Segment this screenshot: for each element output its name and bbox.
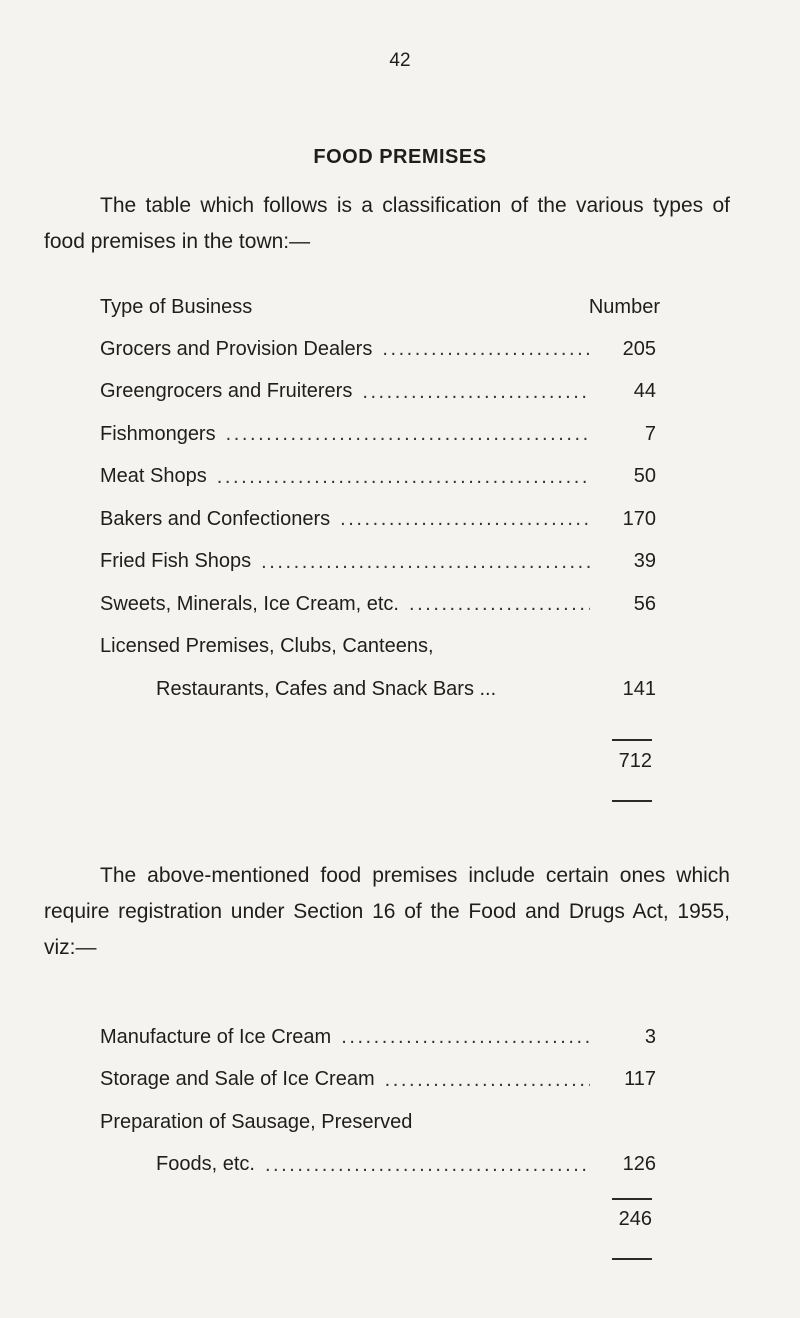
dot-leader xyxy=(226,422,590,446)
row-value: 205 xyxy=(622,337,656,360)
row-label: Sweets, Minerals, Ice Cream, etc. xyxy=(100,592,399,615)
table-total: 712 xyxy=(618,750,652,772)
table-row-continuation xyxy=(100,1144,656,1187)
row-value: 39 xyxy=(633,550,656,573)
total-rule-top xyxy=(612,1198,652,1200)
dot-leader xyxy=(265,1153,590,1177)
row-value: 126 xyxy=(622,1153,656,1176)
dot-leader xyxy=(217,465,590,489)
row-label: Preparation of Sausage, Preserved xyxy=(100,1110,413,1133)
row-label: Fishmongers xyxy=(100,422,216,445)
business-types-table xyxy=(100,286,660,711)
table-row xyxy=(100,371,656,414)
table-row xyxy=(100,1059,656,1102)
table-total: 246 xyxy=(618,1208,652,1230)
intro-paragraph: The table which follows is a classification of the various types of food premises in the town:— xyxy=(44,194,730,253)
table-row xyxy=(100,541,656,584)
table-header xyxy=(100,286,660,328)
row-label: Manufacture of Ice Cream xyxy=(100,1025,332,1048)
row-value: 44 xyxy=(633,380,656,403)
row-label: Storage and Sale of Ice Cream xyxy=(100,1068,375,1091)
table-row xyxy=(100,1016,656,1059)
table-row xyxy=(100,413,656,456)
table-row xyxy=(100,456,656,499)
row-value: 170 xyxy=(622,507,656,530)
row-label: Grocers and Provision Dealers xyxy=(100,337,373,360)
row-label: Fried Fish Shops xyxy=(100,550,252,573)
row-value: 3 xyxy=(644,1025,656,1048)
dot-leader xyxy=(261,550,590,574)
total-rule-top xyxy=(612,739,652,741)
dot-leader xyxy=(409,592,590,616)
table-row xyxy=(100,583,656,626)
total-rule-bottom xyxy=(612,800,652,802)
dot-leader xyxy=(385,1068,590,1092)
table-row xyxy=(100,1101,656,1144)
table-row xyxy=(100,626,656,669)
row-label: Meat Shops xyxy=(100,465,207,488)
registration-table xyxy=(100,1016,656,1186)
dot-leader xyxy=(341,1025,590,1049)
row-value: 7 xyxy=(644,422,656,445)
header-type-of-business: Type of Business xyxy=(100,295,253,318)
page-number: 42 xyxy=(389,50,411,71)
row-value: 50 xyxy=(633,465,656,488)
row-label: Restaurants, Cafes and Snack Bars ... xyxy=(156,677,497,700)
page-title: FOOD PREMISES xyxy=(313,146,487,168)
dot-leader xyxy=(382,337,590,361)
table-row xyxy=(100,328,656,371)
dot-leader xyxy=(362,380,590,404)
row-value: 56 xyxy=(633,592,656,615)
header-number: Number xyxy=(588,295,660,318)
row-value: 117 xyxy=(624,1068,656,1091)
dot-leader xyxy=(340,507,590,531)
total-rule-bottom xyxy=(612,1258,652,1260)
registration-paragraph: The above-mentioned food premises include certain ones which require registration under Section 16 of the Food and Drugs Act, 1955, viz:— xyxy=(44,864,730,959)
table-row xyxy=(100,498,656,541)
row-value: 141 xyxy=(622,677,656,700)
row-label: Greengrocers and Fruiterers xyxy=(100,380,353,403)
row-label: Foods, etc. xyxy=(156,1153,255,1176)
table-row-continuation xyxy=(100,668,656,711)
row-label: Licensed Premises, Clubs, Canteens, xyxy=(100,635,434,658)
row-label: Bakers and Confectioners xyxy=(100,507,331,530)
